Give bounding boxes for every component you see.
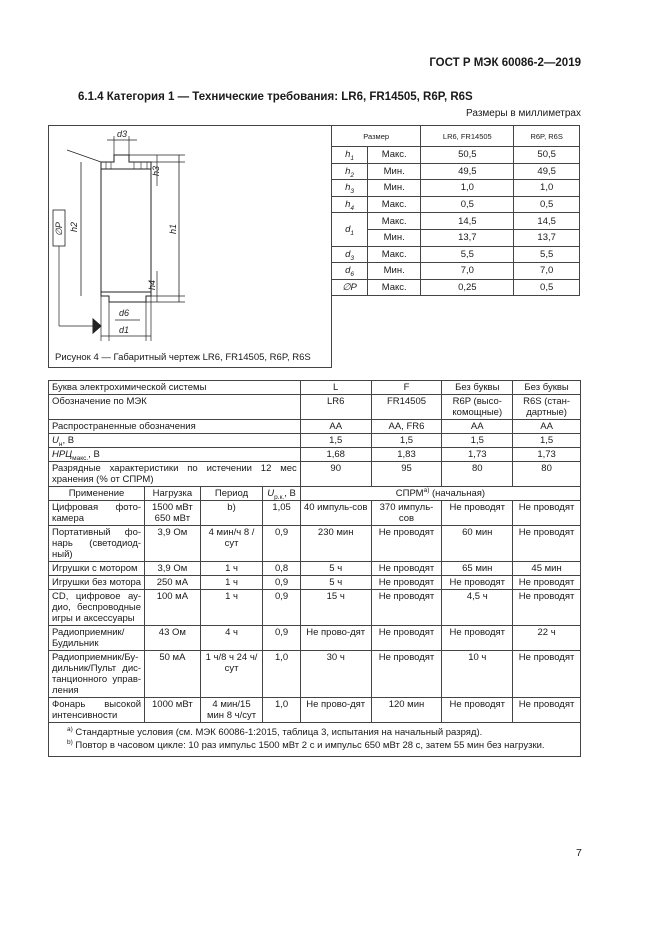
spec-row <box>49 434 581 448</box>
dim-symbol: $h_4$ <box>332 196 368 213</box>
application-spm-value: Не проводят <box>513 576 581 590</box>
app-header-period: Период <box>200 487 263 501</box>
application-spm-value: 370 импуль-сов <box>371 501 442 526</box>
standard-header: ГОСТ Р МЭК 60086-2—2019 <box>429 57 581 69</box>
application-load: 1500 мВт 650 мВт <box>145 501 201 526</box>
dim-row <box>332 246 580 263</box>
spec-row-value: R6S (стан-дартные) <box>513 395 581 420</box>
application-spm-value: 40 импуль-сов <box>300 501 371 526</box>
application-spm-value: 60 мин <box>442 526 513 562</box>
spec-row-label: Распространенные обозначения <box>49 420 301 434</box>
spec-row-value: 1,5 <box>371 434 442 448</box>
application-period: 4 ч <box>200 626 263 651</box>
dim-symbol: $h_3$ <box>332 180 368 197</box>
figure-box <box>48 125 332 368</box>
spec-row-value: 1,73 <box>513 448 581 462</box>
label-d6: d6 <box>119 308 130 318</box>
dim-kind: Макс. <box>368 147 421 164</box>
page-number: 7 <box>576 847 582 859</box>
dim-value-lr6: 7,0 <box>421 263 514 280</box>
spec-table <box>48 380 581 757</box>
application-name: Радиоприемник/ Будильник <box>49 626 145 651</box>
spec-row-label: $НРЦ_{макс.}$, В <box>49 448 301 462</box>
dim-row <box>332 180 580 197</box>
label-d1: d1 <box>119 325 130 335</box>
application-row <box>49 562 581 576</box>
application-spm-value: 65 мин <box>442 562 513 576</box>
spec-row-label: Разрядные характеристики по истечении 12 мес хранения (% от СПРМ) <box>49 462 301 487</box>
application-spm-value: 30 ч <box>300 651 371 698</box>
dim-row <box>332 263 580 280</box>
label-h3: h3 <box>151 165 161 176</box>
dim-symbol: $d_3$ <box>332 246 368 263</box>
spec-row-value: 1,5 <box>300 434 371 448</box>
dim-row <box>332 213 580 230</box>
spec-row-value: 80 <box>442 462 513 487</box>
app-header-row <box>49 487 581 501</box>
spec-row <box>49 420 581 434</box>
application-name: Игрушки без мотора <box>49 576 145 590</box>
spec-row-value: AA <box>300 420 371 434</box>
spec-row-value: 1,5 <box>442 434 513 448</box>
dim-row <box>332 229 580 246</box>
application-load: 50 мА <box>145 651 201 698</box>
application-row <box>49 698 581 723</box>
application-spm-value: Не проводят <box>371 526 442 562</box>
dim-symbol: $d_6$ <box>332 263 368 280</box>
dim-kind: Макс. <box>368 196 421 213</box>
section-title: 6.1.4 Категория 1 — Технические требования: LR6, FR14505, R6P, R6S <box>78 91 473 103</box>
spec-row <box>49 381 581 395</box>
label-h4: h4 <box>147 279 157 290</box>
application-load: 3,9 Ом <box>145 526 201 562</box>
dim-symbol: ∅P <box>332 279 368 296</box>
application-spm-value: 5 ч <box>300 576 371 590</box>
application-spm-value: Не проводят <box>442 501 513 526</box>
spec-row-value: 1,83 <box>371 448 442 462</box>
spec-row-label: $U_н$, В <box>49 434 301 448</box>
dim-row <box>332 279 580 296</box>
dim-kind: Макс. <box>368 279 421 296</box>
spec-row-value: 1,73 <box>442 448 513 462</box>
application-spm-value: Не проводят <box>371 590 442 626</box>
dim-kind: Макс. <box>368 246 421 263</box>
dim-kind: Мин. <box>368 163 421 180</box>
dim-row <box>332 163 580 180</box>
application-spm-value: Не проводят <box>513 590 581 626</box>
spec-row-value: 95 <box>371 462 442 487</box>
label-h1: h1 <box>168 223 178 234</box>
dim-value-lr6: 0,25 <box>421 279 514 296</box>
dim-value-lr6: 5,5 <box>421 246 514 263</box>
label-d3: d3 <box>117 129 128 139</box>
spec-row-value: AA <box>513 420 581 434</box>
application-period: 1 ч <box>200 562 263 576</box>
application-load: 43 Ом <box>145 626 201 651</box>
spec-row-value: FR14505 <box>371 395 442 420</box>
dim-value-r6: 0,5 <box>514 279 580 296</box>
application-name: Фонарь высокой интенсивности <box>49 698 145 723</box>
spec-row-value: F <box>371 381 442 395</box>
footnotes <box>49 723 581 757</box>
dim-value-r6: 49,5 <box>514 163 580 180</box>
dim-value-lr6: 13,7 <box>421 229 514 246</box>
app-header-load: Нагрузка <box>145 487 201 501</box>
spec-row-value: 80 <box>513 462 581 487</box>
spec-row <box>49 462 581 487</box>
dim-symbol: $h_1$ <box>332 147 368 164</box>
dim-value-lr6: 50,5 <box>421 147 514 164</box>
application-period: 4 мин/ч 8 /сут <box>200 526 263 562</box>
footnote-b: $^{b)}$ Повтор в часовом цикле: 10 раз импульс 1500 мВт 2 с и импульс 650 мВт 28 с, затем 55 мин без нагрузки. <box>67 738 545 751</box>
application-spm-value: Не проводят <box>371 576 442 590</box>
application-name: Радиоприемник/Бу-дильник/Пульт дис-танционного управ-ления <box>49 651 145 698</box>
application-load: 3,9 Ом <box>145 562 201 576</box>
dim-kind: Мин. <box>368 180 421 197</box>
application-period: 1 ч <box>200 576 263 590</box>
spec-row-value: 1,5 <box>513 434 581 448</box>
dim-symbol: $h_2$ <box>332 163 368 180</box>
dimensions-table <box>331 125 580 296</box>
application-row <box>49 651 581 698</box>
dim-row <box>332 196 580 213</box>
dim-value-r6: 14,5 <box>514 213 580 230</box>
spec-row-label: Обозначение по МЭК <box>49 395 301 420</box>
dim-value-r6: 50,5 <box>514 147 580 164</box>
application-spm-value: Не прово-дят <box>300 626 371 651</box>
application-spm-value: 4,5 ч <box>442 590 513 626</box>
dim-value-lr6: 0,5 <box>421 196 514 213</box>
spec-row-value: R6P (высо-комощные) <box>442 395 513 420</box>
application-load: 100 мА <box>145 590 201 626</box>
application-spm-value: 230 мин <box>300 526 371 562</box>
app-header-app: Применение <box>49 487 145 501</box>
application-period: 4 мин/15 мин 8 ч/сут <box>200 698 263 723</box>
application-name: Цифровая фото-камера <box>49 501 145 526</box>
spec-row-value: LR6 <box>300 395 371 420</box>
application-row <box>49 501 581 526</box>
application-spm-value: Не проводят <box>371 626 442 651</box>
dim-value-lr6: 49,5 <box>421 163 514 180</box>
battery-body-outline <box>101 155 151 302</box>
application-spm-value: 45 мин <box>513 562 581 576</box>
application-spm-value: Не проводят <box>513 651 581 698</box>
spec-row-value: AA <box>442 420 513 434</box>
dim-kind: Макс. <box>368 213 421 230</box>
dim-value-lr6: 1,0 <box>421 180 514 197</box>
dim-value-lr6: 14,5 <box>421 213 514 230</box>
spec-row-value: L <box>300 381 371 395</box>
dim-value-r6: 0,5 <box>514 196 580 213</box>
dim-header-r6: R6P, R6S <box>514 126 580 147</box>
application-name: Портативный фо-нарь (светодиод-ный) <box>49 526 145 562</box>
application-spm-value: Не проводят <box>513 501 581 526</box>
spec-row-label: Буква электрохимической системы <box>49 381 301 395</box>
datum-triangle <box>93 319 101 333</box>
application-voltage: 0,9 <box>263 626 300 651</box>
application-voltage: 0,8 <box>263 562 300 576</box>
spec-row <box>49 395 581 420</box>
spec-row-value: 90 <box>300 462 371 487</box>
spec-row-value: AA, FR6 <box>371 420 442 434</box>
application-spm-value: Не проводят <box>442 576 513 590</box>
application-spm-value: Не проводят <box>513 698 581 723</box>
application-spm-value: Не проводят <box>442 698 513 723</box>
application-load: 250 мА <box>145 576 201 590</box>
spec-row-value: 1,68 <box>300 448 371 462</box>
application-spm-value: 5 ч <box>300 562 371 576</box>
application-row <box>49 526 581 562</box>
app-header-spm: $СПРМ^{а)}$ (начальная) <box>300 487 580 501</box>
application-voltage: 1,05 <box>263 501 300 526</box>
application-row <box>49 576 581 590</box>
spec-row-value: Без буквы <box>513 381 581 395</box>
units-note: Размеры в миллиметрах <box>466 108 581 119</box>
application-row <box>49 626 581 651</box>
application-spm-value: 15 ч <box>300 590 371 626</box>
dim-kind: Мин. <box>368 229 421 246</box>
application-spm-value: 10 ч <box>442 651 513 698</box>
figure-caption: Рисунок 4 — Габаритный чертеж LR6, FR14505, R6P, R6S <box>55 352 311 363</box>
application-spm-value: 120 мин <box>371 698 442 723</box>
application-row <box>49 590 581 626</box>
battery-dimension-drawing <box>49 126 331 348</box>
application-name: CD, цифровое ау-дио, беспроводные игры и аксессуары <box>49 590 145 626</box>
dim-value-r6: 1,0 <box>514 180 580 197</box>
dim-symbol: $d_1$ <box>332 213 368 246</box>
application-voltage: 1,0 <box>263 698 300 723</box>
application-period: 1 ч <box>200 590 263 626</box>
app-header-voltage: $U_{р.к.}$, В <box>263 487 300 501</box>
application-spm-value: Не прово-дят <box>300 698 371 723</box>
application-spm-value: Не проводят <box>442 626 513 651</box>
application-spm-value: 22 ч <box>513 626 581 651</box>
application-load: 1000 мВт <box>145 698 201 723</box>
dim-kind: Мин. <box>368 263 421 280</box>
label-h2: h2 <box>69 221 79 232</box>
footnote-a: $^{а)}$ Стандартные условия (см. МЭК 60086-1:2015, таблица 3, испытания на начальный разряд). <box>67 725 483 738</box>
dim-value-r6: 7,0 <box>514 263 580 280</box>
spec-row <box>49 448 581 462</box>
dim-header-lr6: LR6, FR14505 <box>421 126 514 147</box>
dim-value-r6: 5,5 <box>514 246 580 263</box>
application-period: 1 ч/8 ч 24 ч/сут <box>200 651 263 698</box>
application-name: Игрушки с мотором <box>49 562 145 576</box>
application-voltage: 0,9 <box>263 590 300 626</box>
application-voltage: 0,9 <box>263 576 300 590</box>
spec-row-value: Без буквы <box>442 381 513 395</box>
application-voltage: 0,9 <box>263 526 300 562</box>
application-spm-value: Не проводят <box>371 651 442 698</box>
dim-value-r6: 13,7 <box>514 229 580 246</box>
dim-header-size: Размер <box>332 126 421 147</box>
footnotes-row <box>49 723 581 757</box>
application-period: b) <box>200 501 263 526</box>
label-flatness: ∅P <box>54 222 64 236</box>
application-voltage: 1,0 <box>263 651 300 698</box>
dim-row <box>332 147 580 164</box>
application-spm-value: Не проводят <box>513 526 581 562</box>
application-spm-value: Не проводят <box>371 562 442 576</box>
